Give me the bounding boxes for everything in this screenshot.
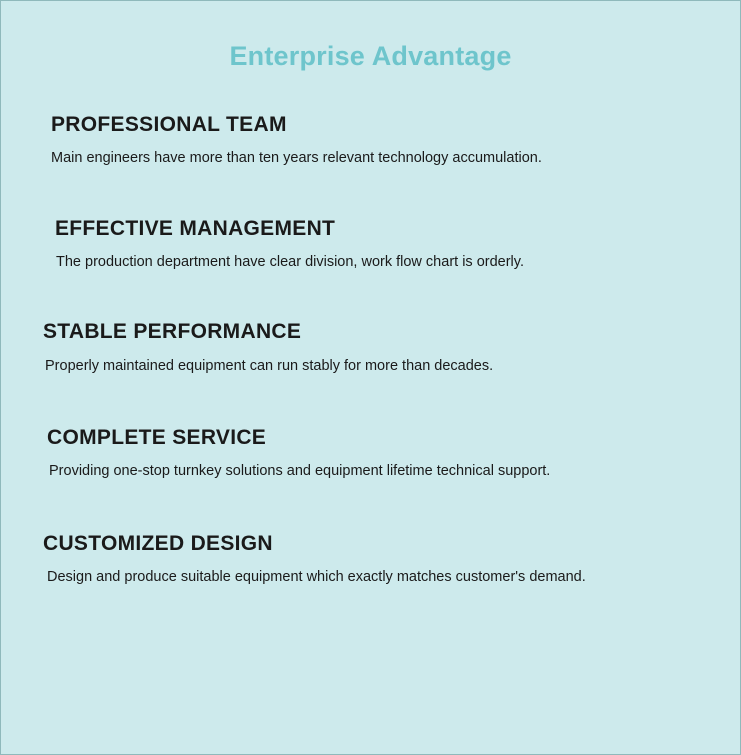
list-item <box>1 425 740 483</box>
advantage-body-stable-performance: Properly maintained equipment can run stably for more than decades. <box>45 357 494 374</box>
advantage-heading-stable-performance: STABLE PERFORMANCE <box>43 320 302 344</box>
advantage-body-professional-team: Main engineers have more than ten years relevant technology accumulation. <box>51 150 542 167</box>
advantage-heading-complete-service: COMPLETE SERVICE <box>47 425 267 449</box>
list-item <box>1 112 740 170</box>
list-item <box>1 319 740 377</box>
advantage-body-complete-service: Providing one-stop turnkey solutions and equipment lifetime technical support. <box>49 463 551 480</box>
advantage-list <box>1 112 740 588</box>
advantage-body-customized-design: Design and produce suitable equipment which exactly matches customer's demand. <box>47 568 586 585</box>
advantage-body-effective-management: The production department have clear division, work flow chart is orderly. <box>56 253 524 270</box>
list-item <box>1 531 740 589</box>
page-title: Enterprise Advantage <box>229 41 512 71</box>
list-item <box>1 216 740 274</box>
advantage-heading-customized-design: CUSTOMIZED DESIGN <box>43 531 273 555</box>
advantage-heading-professional-team: PROFESSIONAL TEAM <box>51 113 287 136</box>
advantage-heading-effective-management: EFFECTIVE MANAGEMENT <box>55 216 336 240</box>
